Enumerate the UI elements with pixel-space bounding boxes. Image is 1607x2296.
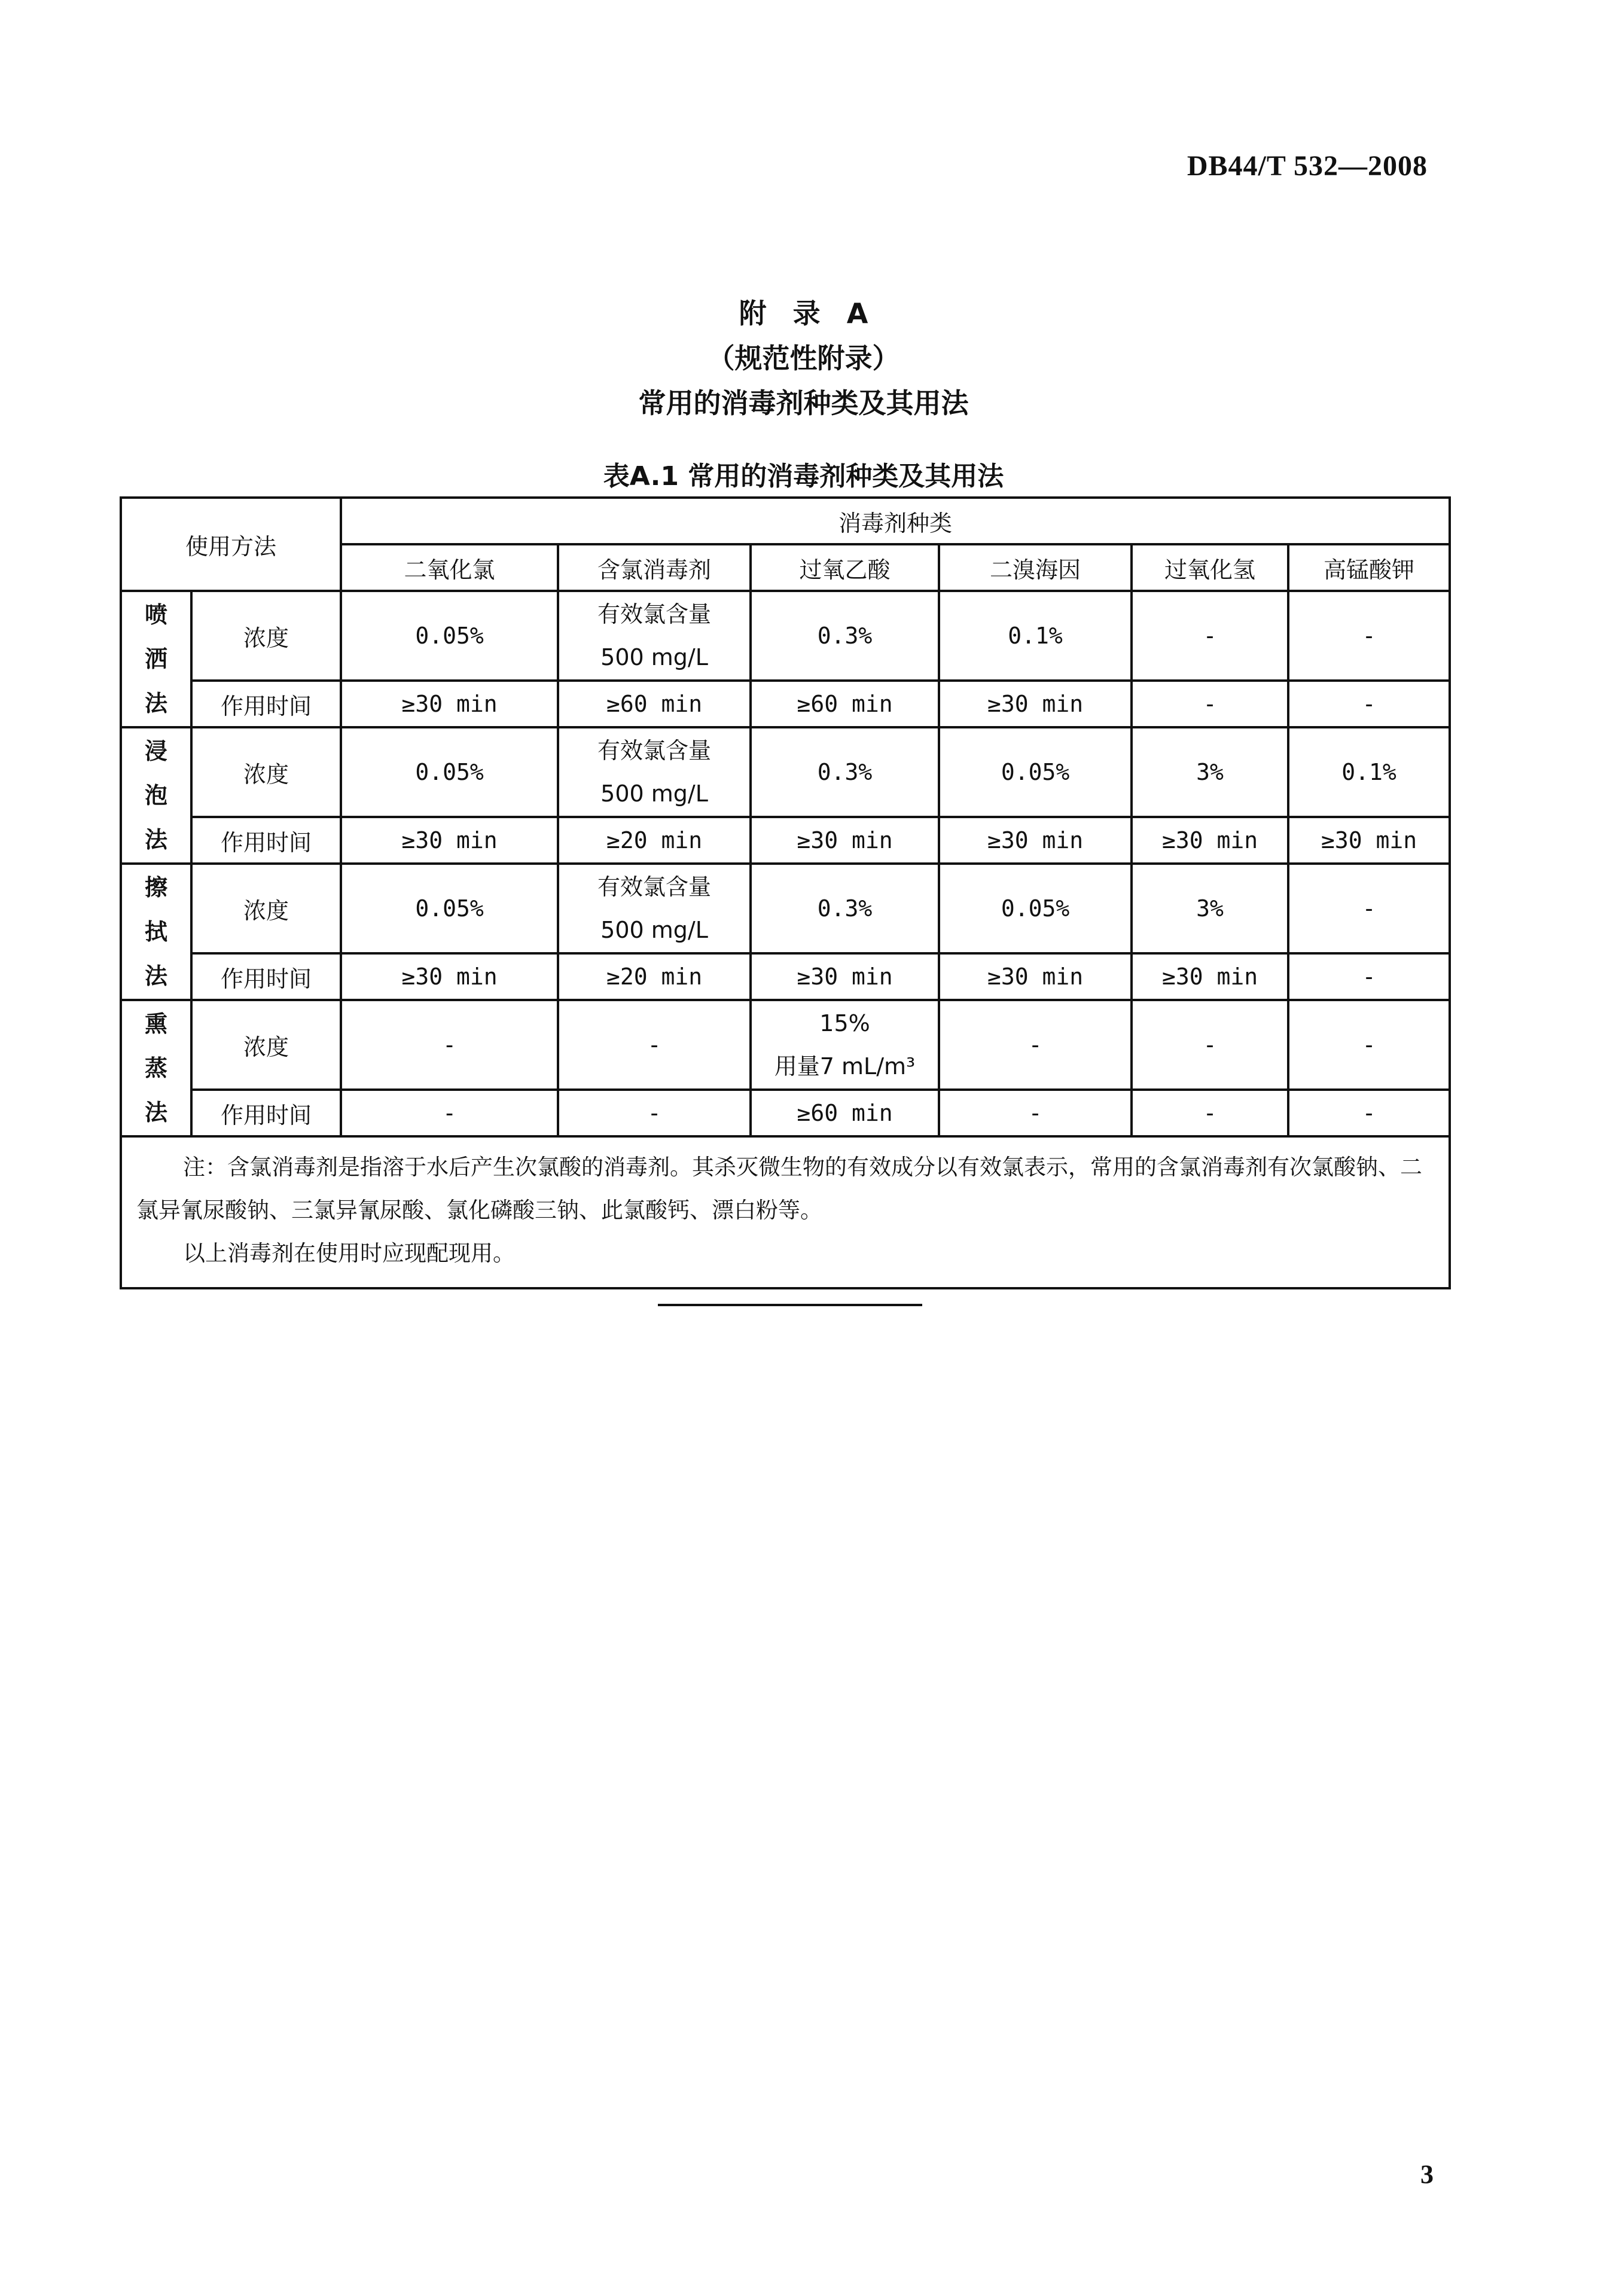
- table-cell: ≥20 min: [558, 817, 751, 864]
- table-cell: ≥30 min: [1132, 817, 1288, 864]
- table-cell: -: [939, 1000, 1132, 1090]
- cell-line: 500 mg/L: [600, 917, 708, 943]
- column-header: 高锰酸钾: [1288, 544, 1450, 591]
- row-label: 作用时间: [191, 681, 341, 727]
- table-cell: -: [558, 1000, 751, 1090]
- table-row: [121, 1090, 1450, 1136]
- method-char: 熏: [144, 1011, 167, 1037]
- table-cell: [751, 1000, 939, 1090]
- table-cell: 0.05%: [939, 727, 1132, 817]
- table-cell: -: [1132, 1000, 1288, 1090]
- cell-line: 有效氯含量: [597, 874, 712, 900]
- table-cell: ≥60 min: [751, 1090, 939, 1136]
- table-row: [121, 953, 1450, 1000]
- table-cell: [558, 864, 751, 953]
- table-cell: -: [1132, 1090, 1288, 1136]
- document-code: DB44/T 532—2008: [1187, 150, 1428, 182]
- method-char: 浸: [144, 738, 167, 764]
- row-label: 浓度: [191, 591, 341, 681]
- table-cell: 3%: [1132, 727, 1288, 817]
- table-cell: ≥30 min: [341, 817, 558, 864]
- table-cell: -: [341, 1090, 558, 1136]
- method-char: 泡: [144, 782, 167, 809]
- table-row: [121, 1000, 1450, 1090]
- cell-line: 有效氯含量: [597, 737, 712, 764]
- table-cell: -: [939, 1090, 1132, 1136]
- table-cell: -: [1132, 591, 1288, 681]
- table-cell: 3%: [1132, 864, 1288, 953]
- table-cell: ≥30 min: [341, 953, 558, 1000]
- table-row: [121, 817, 1450, 864]
- table-cell: -: [1288, 681, 1450, 727]
- cell-line: 500 mg/L: [600, 644, 708, 670]
- disinfectant-header: 消毒剂种类: [341, 498, 1450, 544]
- table-cell: ≥30 min: [1288, 817, 1450, 864]
- column-header: 二氧化氯: [341, 544, 558, 591]
- table-cell: -: [1288, 591, 1450, 681]
- table-cell: ≥30 min: [939, 681, 1132, 727]
- method-cell: [121, 864, 191, 1000]
- note-line-2: 以上消毒剂在使用时应现配现用。: [183, 1240, 515, 1266]
- table-row: [121, 681, 1450, 727]
- table-cell: ≥60 min: [751, 681, 939, 727]
- cell-line: 15%: [819, 1010, 870, 1036]
- table-cell: ≥30 min: [341, 681, 558, 727]
- method-cell: [121, 1000, 191, 1136]
- method-cell: [121, 727, 191, 864]
- method-char: 蒸: [144, 1055, 167, 1081]
- appendix-heading: 常用的消毒剂种类及其用法: [638, 387, 969, 419]
- table-caption: 表A.1 常用的消毒剂种类及其用法: [603, 461, 1004, 492]
- method-char: 法: [144, 1099, 167, 1126]
- note-line-1: 注：含氯消毒剂是指溶于水后产生次氯酸的消毒剂。其杀灭微生物的有效成分以有效氯表示，常用的含氯消毒剂有次氯酸钠、二氯异氰尿酸钠、三氯异氰尿酸、氯化磷酸三钠、此氯酸钙、漂白粉等。: [136, 1154, 1422, 1223]
- row-label: 浓度: [191, 864, 341, 953]
- column-header: 二溴海因: [939, 544, 1132, 591]
- end-divider: [658, 1304, 922, 1306]
- table-cell: -: [558, 1090, 751, 1136]
- cell-line: 500 mg/L: [600, 780, 708, 807]
- method-char: 法: [144, 963, 167, 989]
- disinfectant-table: [120, 496, 1451, 1289]
- table-cell: ≥20 min: [558, 953, 751, 1000]
- method-cell: [121, 591, 191, 727]
- table-row: [121, 727, 1450, 817]
- cell-line: 用量7 mL/m³: [774, 1053, 916, 1080]
- column-header: 含氯消毒剂: [558, 544, 751, 591]
- table-cell: ≥30 min: [939, 953, 1132, 1000]
- table-cell: 0.3%: [751, 727, 939, 817]
- page-number: 3: [1420, 2160, 1434, 2189]
- method-char: 擦: [144, 874, 167, 901]
- note-row: [121, 1136, 1450, 1288]
- table-cell: -: [1288, 1090, 1450, 1136]
- method-char: 拭: [144, 919, 167, 945]
- table-cell: -: [341, 1000, 558, 1090]
- column-header: 过氧乙酸: [751, 544, 939, 591]
- table-cell: 0.1%: [939, 591, 1132, 681]
- table-cell: 0.05%: [341, 864, 558, 953]
- table-cell: [558, 591, 751, 681]
- table-cell: [558, 727, 751, 817]
- table-cell: ≥30 min: [1132, 953, 1288, 1000]
- table-cell: 0.3%: [751, 864, 939, 953]
- table-note: [121, 1136, 1450, 1288]
- appendix-title: 附 录 A: [739, 297, 868, 330]
- method-header: 使用方法: [121, 498, 341, 591]
- table-cell: 0.05%: [341, 591, 558, 681]
- table-cell: -: [1288, 1000, 1450, 1090]
- cell-line: 有效氯含量: [597, 601, 712, 627]
- table-cell: ≥30 min: [751, 817, 939, 864]
- table-cell: ≥30 min: [939, 817, 1132, 864]
- table-cell: 0.3%: [751, 591, 939, 681]
- appendix-subtitle: （规范性附录）: [707, 342, 900, 374]
- method-char: 法: [144, 690, 167, 716]
- row-label: 浓度: [191, 1000, 341, 1090]
- table-row: [121, 864, 1450, 953]
- method-char: 洒: [144, 646, 167, 672]
- table-cell: ≥60 min: [558, 681, 751, 727]
- method-char: 法: [144, 827, 167, 853]
- row-label: 作用时间: [191, 953, 341, 1000]
- table-cell: 0.1%: [1288, 727, 1450, 817]
- row-label: 作用时间: [191, 1090, 341, 1136]
- method-char: 喷: [144, 602, 167, 628]
- column-header: 过氧化氢: [1132, 544, 1288, 591]
- table-cell: ≥30 min: [751, 953, 939, 1000]
- table-cell: -: [1132, 681, 1288, 727]
- table-cell: -: [1288, 864, 1450, 953]
- table-cell: 0.05%: [939, 864, 1132, 953]
- table-cell: -: [1288, 953, 1450, 1000]
- row-label: 浓度: [191, 727, 341, 817]
- table-cell: 0.05%: [341, 727, 558, 817]
- row-label: 作用时间: [191, 817, 341, 864]
- table-row: [121, 591, 1450, 681]
